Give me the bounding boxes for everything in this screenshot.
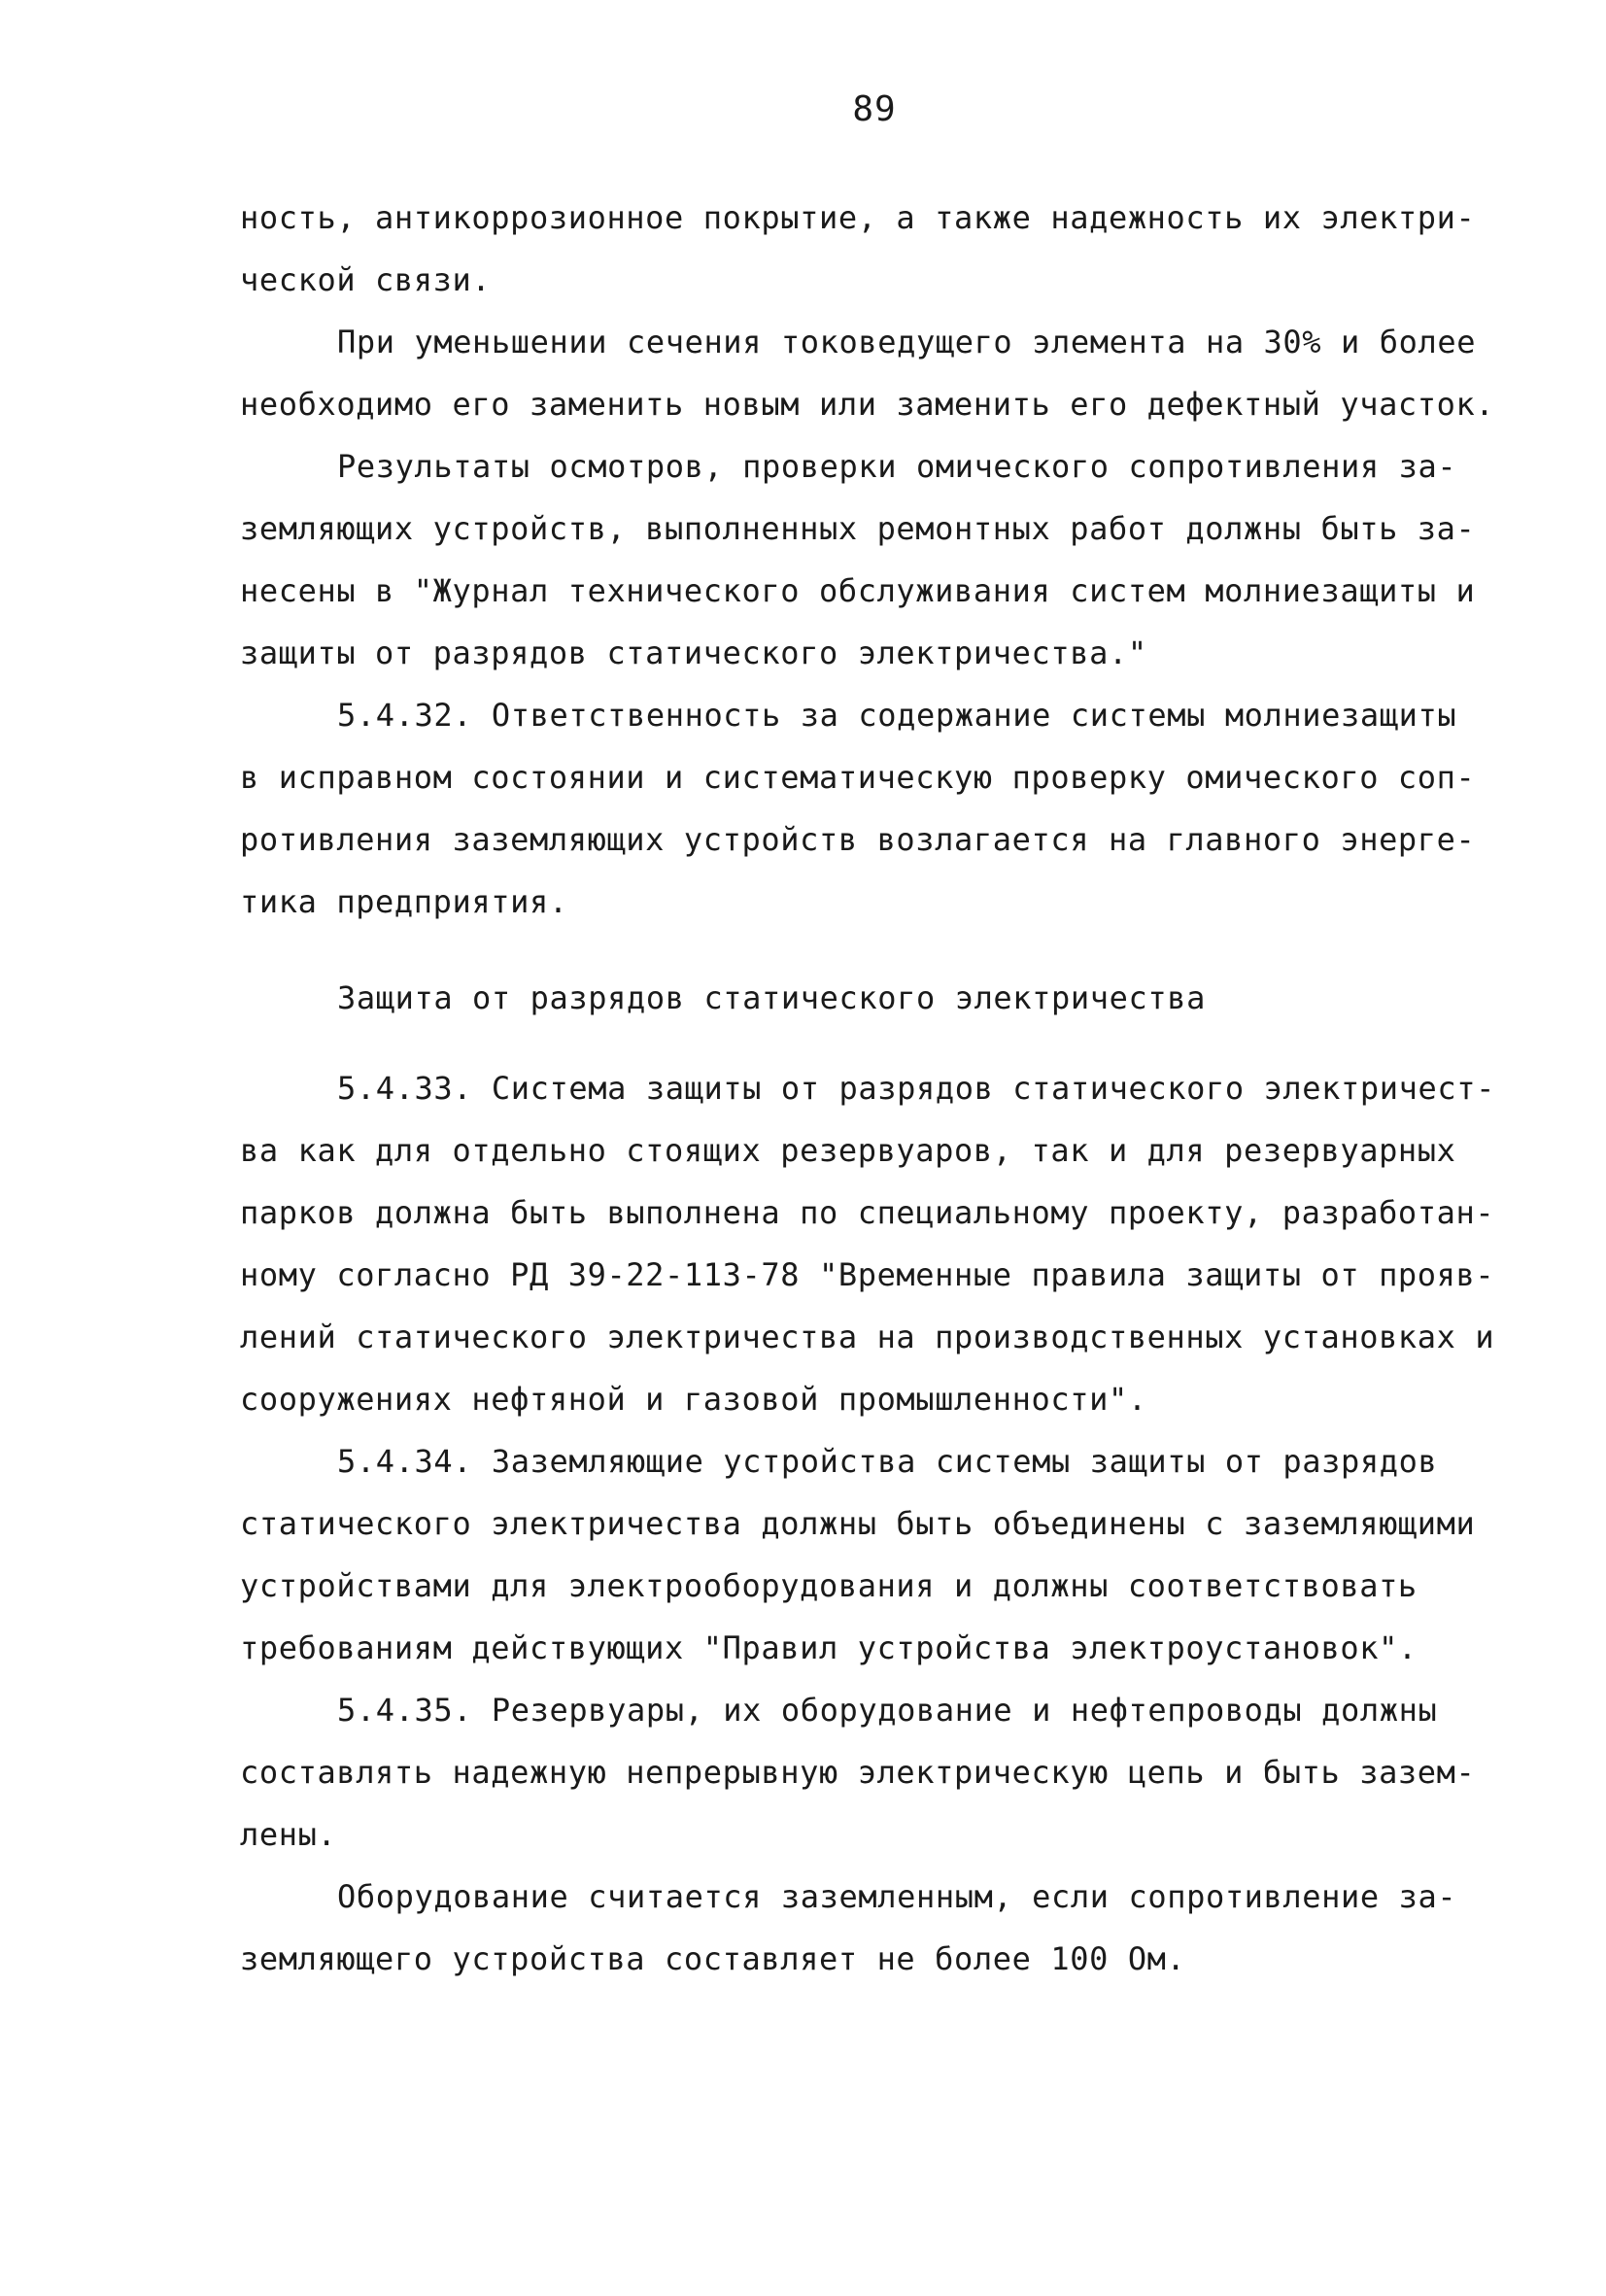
text-line: защиты от разрядов статического электричества." bbox=[240, 634, 1147, 671]
text-line: ность, антикоррозионное покрытие, а также надежность их электри- bbox=[240, 199, 1476, 236]
text-line: парков должна быть выполнена по специальному проекту, разработан- bbox=[240, 1194, 1495, 1231]
section-heading-block bbox=[240, 967, 1484, 1029]
text-line: устройствами для электрооборудования и должны соответствовать bbox=[240, 1567, 1418, 1604]
text-line: сооружениях нефтяной и газовой промышленности". bbox=[240, 1381, 1147, 1418]
text-line: 5.4.34. Заземляющие устройства системы защиты от разрядов bbox=[337, 1443, 1438, 1480]
text-line: Оборудование считается заземленным, если сопротивление за- bbox=[337, 1878, 1457, 1915]
text-line: ва как для отдельно стоящих резервуаров, так и для резервуарных bbox=[240, 1132, 1456, 1169]
text-line: ческой связи. bbox=[240, 261, 492, 298]
body-text-upper bbox=[240, 187, 1495, 933]
text-line: Результаты осмотров, проверки омического сопротивления за- bbox=[337, 448, 1457, 485]
text-line: 5.4.32. Ответственность за содержание системы молниезащиты bbox=[337, 697, 1457, 734]
text-line: статического электричества должны быть объединены с заземляющими bbox=[240, 1505, 1476, 1542]
text-line: земляющего устройства составляет не более 100 Ом. bbox=[240, 1940, 1186, 1977]
text-line: ротивления заземляющих устройств возлагается на главного энерге- bbox=[240, 821, 1476, 858]
section-heading: Защита от разрядов статического электричества bbox=[337, 979, 1206, 1016]
body-text-lower bbox=[240, 1057, 1495, 1990]
text-line: требованиям действующих "Правил устройства электроустановок". bbox=[240, 1629, 1418, 1666]
text-line: ному согласно РД 39-22-113-78 "Временные правила защиты от прояв- bbox=[240, 1256, 1495, 1293]
text-line: составлять надежную непрерывную электрическую цепь и быть зазем- bbox=[240, 1754, 1476, 1791]
text-line: несены в "Журнал технического обслуживания систем молниезащиты и bbox=[240, 572, 1476, 609]
text-line: тика предприятия. bbox=[240, 883, 568, 920]
page-number: 89 bbox=[852, 89, 897, 129]
text-line: необходимо его заменить новым или заменить его дефектный участок. bbox=[240, 386, 1495, 423]
text-line: лены. bbox=[240, 1816, 337, 1853]
text-line: земляющих устройств, выполненных ремонтных работ должны быть за- bbox=[240, 510, 1476, 547]
text-line: лений статического электричества на производственных установках и bbox=[240, 1319, 1495, 1355]
text-line: 5.4.35. Резервуары, их оборудование и нефтепроводы должны bbox=[337, 1692, 1438, 1729]
text-line: При уменьшении сечения токоведущего элемента на 30% и более bbox=[337, 324, 1477, 360]
text-line: 5.4.33. Система защиты от разрядов статического электричест- bbox=[337, 1070, 1495, 1107]
text-line: в исправном состоянии и систематическую проверку омического соп- bbox=[240, 759, 1476, 796]
